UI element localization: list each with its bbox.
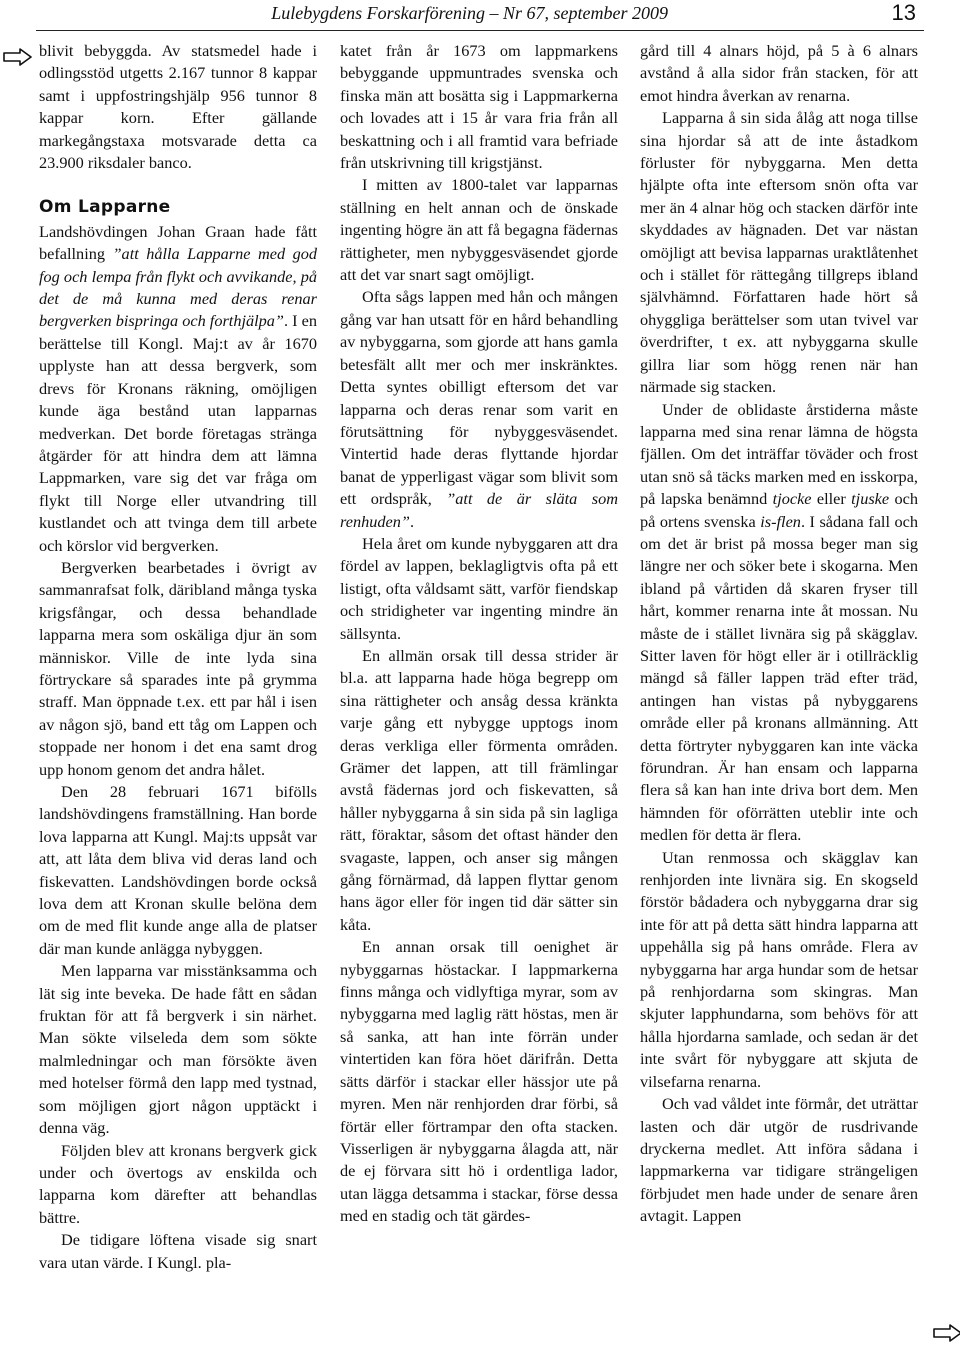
paragraph: Och vad våldet inte förmår, det uträttar lasten och där utgör de rusdrivande dryckerna medlet. Att införa sådana i lappmarkerna var tidigare strängeligen förbjudet men hade under de senare åren avtagit. Lappen [640,1094,918,1226]
paragraph: Hela året om kunde nybyggaren att dra fördel av lappen, beklagligtvis ofta på ett listigt, ofta våldsamt sätt, varför fiendskap och stridigheter var ingenting mindre än sällsynta. [340,533,618,643]
page-header [0,0,960,30]
paragraph: gård till 4 alnars höjd, på 5 à 6 alnars avstånd å alla sidor från stacken, för att emot hindra åverkan av renarna. [640,41,918,105]
paragraph: katet från år 1673 om lappmarkens bebyggande uppmuntrades svenska och finska män att bosätta sig i Lappmarkerna och lovades att i 15 år vara fria från all beskattning och i all framtid vara befriade från utskrivning till krigstjänst. [340,41,618,173]
paragraph: Den 28 februari 1671 bifölls landshövdingens framställning. Han borde lova lapparna att Kungl. Maj:ts uppsåt var att, att låta dem bliva vid deras land och fiskevatten. Landshövdingen borde också lova dem att Kronan skulle belöna dem om de med flit kunde ange alla de platser där man kunde anlägga nybyggen. [39,782,317,958]
paragraph: Men lapparna var misstänksamma och lät sig inte beveka. De hade fått en sådan fruktan för att få bergverk i sin närhet. Man sökte vilseleda dem som sökte malmledningar och man försökte även med hotelser förmå den lapp med tystnad, som möjligen gjort någon upptäckt i denna väg. [39,961,317,1138]
paragraph: Bergverken bearbetades i övrigt av sammanrafsat folk, däribland många tyska krigsfångar, och dessa behandlade lapparna mera som oskäliga djur än som människor. Ville de inte lyda sina förtryckare så sparades inte på grymma straff. Man öppnade t.ex. ett par hål i isen av någon sjö, band ett tåg om Lappen och stoppade ner honom i det ena samt drog upp honom genom det andra hålet. [39,557,317,779]
paragraph: Under de oblidaste årstiderna måste lapparna med sina renar lämna de högsta fjällen. Om det inträffar töväder och frost utan snö så täcks marken med en isskorpa, på lapska benämnd tjocke eller tjuske och på ortens svenska is-flen. I sådana fall och om det är brist på mossa beger man sig längre ner och söker bete i skogarna. Men ibland på vårtiden då skaren fryser till hårt, kommer renarna inte åt mossan. Nu måste de i stället livnära sig på skägglav. Sitter laven för högt eller är i otillräcklig mängd så fäller lappen träd efter träd, antingen han vistas på nybyggarens område eller på kronans allmänning. Att detta förtryter nybyggaren kan inte väcka förundran. Är han ensam och lapparna flera så kan han inte driva bort dem. Men hämnden för oförrätten uteblir inte och medlen för detta är flera. [640,399,918,845]
quote: ”att hålla Lapparne med god fog och lempa från flykt och avvikande, på det de må kunna med deras renar bergverken bispringa och forthjälpa” [39,244,317,331]
paragraph: Lapparna å sin sida ålåg att noga tillse sina hjordar så att de inte åstadkom förluster för nybyggarna. Men detta hjälpte ofta inte eftersom snön ofta var mer än 4 alnar hög och stacken därför inte skyddades av hägnaden. Det var nästan omöjligt att bevisa lapparnas uraktlåtenhet och i stället för rättegång tillgreps ibland självhämnd. Författaren hade hört så ohyggliga berättelser som utan tvivel var överdrifter, t ex. att nybyggarna skulle gillra liar som högg renen när han närmade sig stacken. [640,108,918,397]
arrow-right-icon [2,48,34,66]
paragraph: blivit bebyggda. Av statsmedel hade i odlingsstöd utgetts 2.167 tunnor 8 kappar samt i uppfostringshjälp 956 tunnor 8 kappar korn. Efter gällande markegångstaxa motsvarade detta ca 23.900 riksdaler banco. [39,41,317,173]
paragraph: Ofta sågs lappen med hån och mången gång var han utsatt för en hård behandling av nybyggarna, som gjorde att hans gamla betesfält allt mer och mer inskränktes. Detta syntes obilligt eftersom det var lapparna och deras renar som varit en förutsättning för nybyggesväsendet. Vintertid hade deras flyttande hjordar banat de ypperligast vägar som blivit som ett ordspråk, ”att de är släta som renhuden”. [340,287,618,531]
column-3 [640,40,918,1228]
arrow-right-icon [932,1324,960,1342]
journal-title: Lulebygdens Forskarförening – Nr 67, september 2009 [271,3,668,23]
paragraph: De tidigare löftena visade sig snart vara utan värde. I Kungl. pla- [39,1230,317,1272]
paragraph: Följden blev att kronans bergverk gick under och övertogs av enskilda och lapparna kom därefter att behandlas bättre. [39,1140,317,1227]
paragraph: I mitten av 1800-talet var lapparnas ställning en helt annan och de önskade ingenting högre än att få begagna fädernas rättigheter, men nybyggesväsendet gjorde att det var snart sagt omöjligt. [340,175,618,285]
paragraph: Landshövdingen Johan Graan hade fått befallning ”att hålla Lapparne med god fog och lempa från flykt och avvikande, på det de må kunna med deras renar bergverken bispringa och forthjälpa”. I en berättelse till Kongl. Maj:t av år 1670 upplyste han att dessa bergverk, som drevs för Kronans räkning, omöjligen kunde äga bestånd utan lapparnas medverkan. Det borde företagas stränga åtgärder för att hindra dem att lämna Lappmarken, vare sig det var fråga om flykt till Norge eller utvandring till kustlandet och att tvinga dem till arbete och körslor vid bergverken. [39,221,318,555]
column-1 [39,40,317,1274]
paragraph: Utan renmossa och skägglav kan renhjorden inte livnära sig. En skogseld förstör bådadera och nybyggarna drar sig inte för att på detta sätt hindra lapparna att uppehålla sig på hans område. Flera av nybyggarna har arga hundar som de hetsar på renhjordarna som skingras. Man skjuter lapphundarna, som behövs för att hålla hjordarna samlade, och sedan är det inte svårt för nybyggare att skjuta de vilsefarna renarna. [640,847,918,1091]
section-heading: Om Lapparne [39,197,171,218]
header-rule [36,30,924,31]
paragraph: En allmän orsak till dessa strider är bl.a. att lapparna hade höga begrepp om sina rättigheter och ansåg dessa kränkta varje gång ett nybygge upptogs inom deras verkliga eller förmenta områden. Grämer det lappen, att till främlingar avstå fädernas jord och fiskevatten, så håller nybyggarna å sin sida på sin lagliga rätt, föraktar, såsom det oftast händer den svagaste, lappen, och anser sig mången gång förnärmad, då lappen flyttar genom hans ägor eller för ingen tid där sätter sin kåta. [340,645,618,934]
paragraph: En annan orsak till oenighet är nybyggarnas höstackar. I lappmarkerna finns många och vidlyftiga myrar, som av nybyggarna med laglig rätt höstas, men är så sanka, att han inte förrän under vintertiden kan föra höet därifrån. Detta sätts därför i stackar eller hässjor ute på myren. Men när renhjorden drar förbi, så förtär eller förtrampar den ofta stacken. Visserligen är nybyggarna ålagda att, när de ej förvara sitt hö i ordentliga lador, utan lägga detsamma i stackar, förse dessa med en stadig och tät gärdes- [340,937,618,1226]
page-number: 13 [891,0,916,25]
column-2 [340,40,618,1228]
quote: ”att de är släta som renhuden” [340,489,618,531]
